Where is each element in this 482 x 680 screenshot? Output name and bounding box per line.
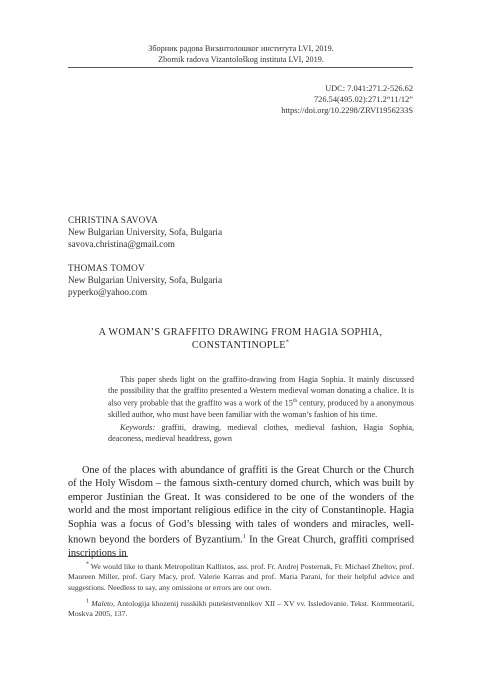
author-name: CHRISTINA SAVOVA (68, 215, 158, 225)
footnote-marker: * (86, 561, 89, 568)
abstract (108, 374, 414, 420)
udc-code-secondary: 726.54(495.02):271.2“11/12” (313, 95, 413, 104)
author-affiliation: New Bulgarian University, Sofa, Bulgaria (68, 227, 223, 237)
footnote-acknowledgment (68, 562, 414, 593)
doi-link[interactable]: https://doi.org/10.2298/ZRVI1956233S (281, 106, 413, 115)
running-head-cyrillic: Зборник радова Византолошког института LVI, 2019. (148, 44, 334, 53)
body-text-end: In the Great Church, graffiti comprised inscriptions in (68, 534, 414, 559)
footnote-text: Antologija khozenij russkikh puteśestvennikov XII – XV vv. Issledovanie. Tekst. Kommentarii, Moskva 2005, 137. (68, 599, 414, 619)
footnote-marker: 1 (86, 598, 89, 605)
author-block-1 (68, 214, 222, 250)
footnote-rule (68, 556, 128, 557)
keywords-label: Keywords: (120, 423, 156, 432)
footnote-ref[interactable]: 1 (242, 534, 246, 541)
udc-block (281, 83, 413, 116)
author-block-2 (68, 262, 222, 298)
body-text: One of the places with abundance of graffiti is the Great Church or the Church of the Holy Wisdom – the famous sixth-century domed church, which was built by emperor Justinian the Great. It was considered to be one of the wonders of the world and the most important religious edifice in the city of Constantinople. Hagia Sophia was a focus of God’s blessing with tales of wonders and miracles, well-known beyond the borders of Byzantium. (68, 465, 414, 546)
author-affiliation: New Bulgarian University, Sofa, Bulgaria (68, 275, 223, 285)
udc-code: UDC: 7.041:271.2-526.62 (325, 84, 413, 93)
abstract-text: This paper sheds light on the graffito-drawing from Hagia Sophia. It mainly discussed the possibility that the graffito presented a Western medieval woman donating a chalice. It is also very probable that the graffito was a work of the 15 (108, 375, 414, 408)
author-name: THOMAS TOMOV (68, 263, 145, 273)
paper-title (68, 326, 413, 352)
body-paragraph (68, 464, 414, 560)
title-line-2 (68, 339, 413, 352)
running-head-latin: Zbornik radova Vizantološkog instituta LVI, 2019. (158, 55, 324, 64)
header-rule (68, 67, 413, 68)
footnote-text: We would like to thank Metropolitan Kallistos, ass. prof. Fr. Andrej Posternak, Fr. Michael Zheltov, prof. Maureen Miller, prof. Gary Macy, prof. Valerie Karras and prof. Maria Parani, for their helpful advice and suggestions. Needless to say, any omissions or errors are our own. (68, 562, 414, 592)
footnote-1 (68, 599, 414, 620)
title-line-1: A WOMAN’S GRAFFITO DRAWING FROM HAGIA SOPHIA, (98, 327, 383, 338)
title-footnote-marker[interactable]: * (285, 339, 290, 346)
author-email[interactable]: savova.christina@gmail.com (68, 239, 175, 249)
keywords (108, 422, 414, 444)
abstract-superscript: th (292, 398, 298, 405)
author-email[interactable]: pyperko@yahoo.com (68, 287, 148, 297)
footnote-author: Malеto, (89, 599, 115, 608)
keywords-list: graffiti, drawing, medieval clothes, medieval fashion, Hagia Sophia, deaconess, medieval headdress, gown (108, 423, 414, 444)
title-text: CONSTANTINOPLE (191, 340, 286, 351)
abstract-text-end: century, produced by a anonymous skilled author, who must have been familiar with the woman’s fashion of his time. (108, 398, 414, 420)
